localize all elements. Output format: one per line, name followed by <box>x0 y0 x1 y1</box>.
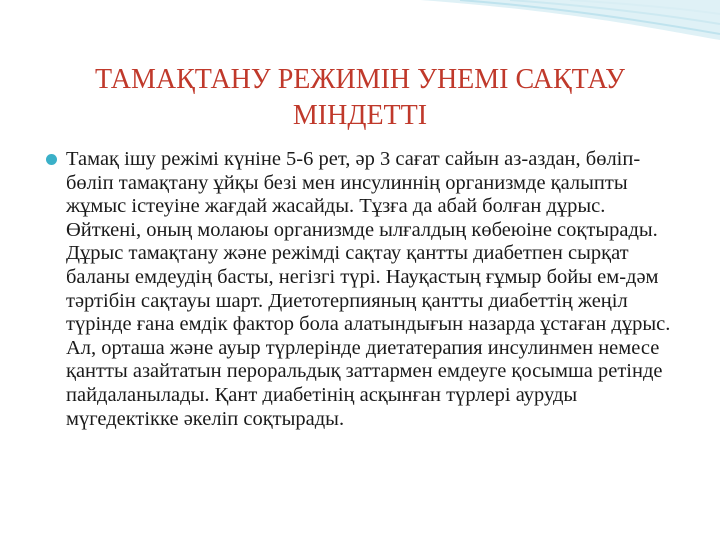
bullet-dot-icon <box>46 154 57 165</box>
title-line-2: МІНДЕТТІ <box>292 100 428 131</box>
bullet-item <box>40 148 680 431</box>
slide-title <box>40 62 680 134</box>
bullet-list <box>40 148 680 431</box>
title-line-1: ТАМАҚТАНУ РЕЖИМІН УНЕМІ САҚТАУ <box>95 64 625 95</box>
corner-wave-decoration <box>420 0 720 40</box>
bullet-text: Тамақ ішу режімі күніне 5-6 рет, әр 3 сағат сайын аз-аздан, бөліп-бөліп тамақтану ұйқы безі мен инсулиннің организмде қалыпты жұмыс істеуіне жағдай жасайды. Тұзға да абай болған дұрыс. Өйткені, оның молаюы организмде ылғалдың көбеюіне соқтырады. Дұрыс тамақтану және режімді сақтау қантты диабетпен сырқат баланы емдеудің басты, негізгі түрі. Науқастың ғұмыр бойы ем-дәм тәртібін сақтауы шарт. Диетотерпияның қантты диабеттің жеңіл түрінде ғана емдік фактор бола алатындығын назарда ұстаған дұрыс. Ал, орташа және ауыр түрлерінде диетатерапия инсулинмен немесе қантты азайтатын пероральдық заттармен емдеуге қосымша ретінде пайдаланылады. Қант диабетінің асқынған түрлері ауруды мүгедектікке әкеліп соқтырады. <box>66 148 671 430</box>
